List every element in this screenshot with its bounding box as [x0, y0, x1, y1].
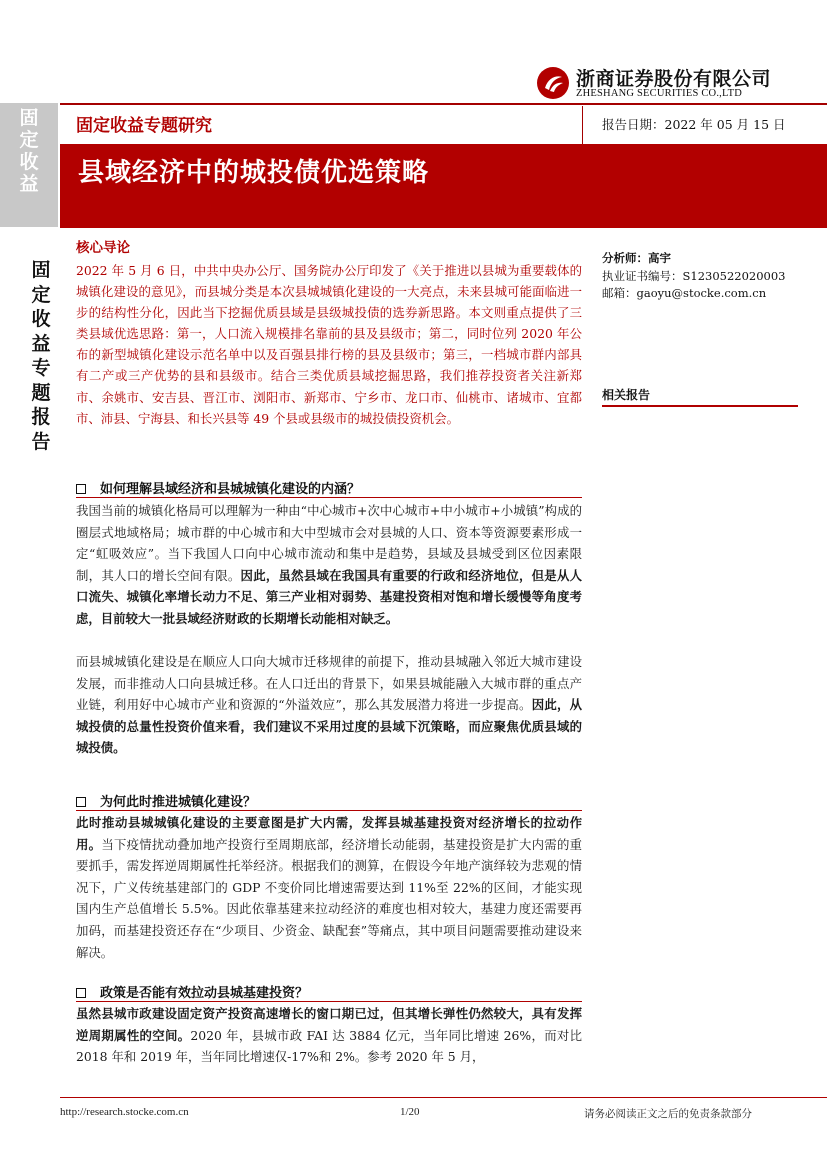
vertical-char: 定 — [31, 283, 51, 306]
section-1-p1-text: 我国当前的城镇化格局可以理解为一种由“中心城市+次中心城市+中小城市+小城镇”构成的圈层式地域格局；城市群的中心城市和大中型城市会对县城的人口、资本等资源要素形成一定“虹吸效应”。当下我国人口向中心城市流动和集中是趋势，县域及县城受到区位因素限制，其人口的增长空间有限。 — [76, 503, 582, 583]
section-1-p2-text: 而县城城镇化建设是在顺应人口向大城市迁移规律的前提下，推动县城融入邻近大城市建设发展，而非推动人口向县城迁移。在人口迁出的背景下，如果县城能融入大城市群的重点产业链，利用好中心城市产业和资源的“外溢效应”，那么其发展潜力将进一步提高。 — [76, 654, 582, 713]
related-reports-rule — [602, 405, 798, 407]
vertical-char: 告 — [31, 430, 51, 453]
section-3-paragraph — [76, 1003, 582, 1068]
vertical-report-label — [26, 258, 56, 454]
section-2-text: 当下疫情扰动叠加地产投资行至周期底部，经济增长动能弱，基建投资是扩大内需的重要抓手，需发挥逆周期属性托举经济。根据我们的测算，在假设今年地产演绎较为悲观的情况下，广义传统基建部门的 GDP 不变价同比增速需要达到 11%至 22%的区间，才能实现国内生产总值增长 5.5%。因此依靠基建来拉动经济的难度也相对较大，基建力度还需要再加码，而基建投资还存在“少项目、少资金、缺配套”等痛点，其中项目问题需要推动建设来解决。 — [76, 836, 583, 960]
related-reports-heading: 相关报告 — [602, 388, 651, 402]
company-name-cn: 浙商证券股份有限公司 — [576, 68, 772, 90]
summary-heading: 核心导论 — [76, 240, 130, 256]
vertical-char: 定 — [19, 129, 39, 151]
side-badge — [0, 103, 58, 227]
vertical-char: 专 — [31, 357, 51, 379]
company-name-en: ZHESHANG SECURITIES CO.,LTD — [576, 88, 743, 99]
vertical-char: 益 — [31, 332, 51, 355]
analyst-email[interactable]: 邮箱：gaoyu@stocke.com.cn — [602, 286, 767, 300]
header-separator — [582, 106, 583, 144]
section-2-bold: 此时推动县城城镇化建设的主要意图是扩大内需，发挥县城基建投资对经济增长的拉动作用。 — [76, 815, 582, 852]
zheshang-logo-icon — [536, 66, 570, 100]
section-3-title: 政策是否能有效拉动县城基建投资？ — [100, 986, 309, 1001]
vertical-char: 收 — [31, 308, 51, 330]
section-3-bold: 虽然县城市政建设固定资产投资高速增长的窗口期已过，但其增长弹性仍然较大，具有发挥逆周期属性的空间。 — [76, 1006, 582, 1043]
footer-url-link[interactable]: http://research.stocke.com.cn — [60, 1106, 189, 1118]
section-1-p1-bold: 因此，虽然县域在我国具有重要的行政和经济地位，但是从人口流失、城镇化率增长动力不足、第三产业相对弱势、基建投资相对饱和增长缓慢等角度考虑，目前较大一批县域经济财政的长期增长动能相对缺乏。 — [76, 567, 583, 626]
summary-section — [76, 236, 582, 429]
page-number: 1/20 — [400, 1106, 420, 1118]
disclaimer-note: 请务必阅读正文之后的免责条款部分 — [584, 1108, 752, 1120]
vertical-char: 益 — [19, 173, 39, 195]
report-date: 报告日期：2022 年 05 月 15 日 — [602, 117, 786, 132]
section-1-heading — [76, 478, 360, 497]
vertical-char: 固 — [31, 259, 51, 281]
vertical-char: 收 — [19, 151, 39, 173]
vertical-char: 固 — [19, 107, 39, 129]
analyst-name: 分析师：高宇 — [602, 251, 671, 265]
footer-rule — [60, 1097, 827, 1098]
section-3-heading — [76, 982, 308, 1001]
section-1-title: 如何理解县域经济和县城城镇化建设的内涵？ — [100, 482, 361, 497]
section-1-p2-bold: 因此，从城投债的总量性投资价值来看，我们建议不采用过度的县域下沉策略，而应聚焦优质县域的城投债。 — [76, 697, 583, 756]
checkbox-bullet-icon — [76, 797, 86, 807]
section-2-heading — [76, 791, 256, 810]
side-badge-text — [0, 107, 58, 195]
section-2-paragraph — [76, 812, 582, 963]
report-type: 固定收益专题研究 — [76, 116, 212, 136]
company-logo — [536, 64, 776, 104]
section-3-text: 2020 年，县城市政 FAI 达 3884 亿元，当年同比增速 26%，而对比 2018 年和 2019 年，当年同比增速仅-17%和 2%。参考 2020 年 5 月， — [76, 1027, 583, 1065]
section-1-rule — [76, 497, 582, 498]
section-2-rule — [76, 810, 582, 811]
checkbox-bullet-icon — [76, 484, 86, 494]
page-title: 县域经济中的城投债优选策略 — [78, 158, 430, 188]
vertical-char: 报 — [31, 406, 51, 428]
checkbox-bullet-icon — [76, 988, 86, 998]
analyst-info — [602, 250, 802, 303]
analyst-cert: 执业证书编号：S1230522020003 — [602, 268, 786, 283]
summary-text: 2022 年 5 月 6 日，中共中央办公厅、国务院办公厅印发了《关于推进以县城为重要载体的城镇化建设的意见》，而县城分类是本次县城城镇化建设的一大亮点，未来县城可能面临进一步的结构性分化，因此当下挖掘优质县域是县级城投债的选券新思路。本文则重点提供了三类县域优选思路：第一，人口流入规模排名靠前的县及县级市；第二，同时位列 2020 年公布的新型城镇化建设示范名单中以及百强县排行榜的县及县级市；第三，一档城市群内部具有二产或三产优势的县和县级市。结合三类优质县域挖掘思路，我们推荐投资者关注新郑市、余姚市、安吉县、晋江市、浏阳市、新郑市、宁乡市、龙口市、仙桃市、诸城市、宜都市、沛县、宁海县、和长兴县等 49 个县或县级市的城投债投资机会。 — [76, 263, 582, 426]
section-2-title: 为何此时推进城镇化建设？ — [100, 795, 257, 810]
section-3-rule — [76, 1001, 582, 1002]
vertical-char: 题 — [31, 381, 51, 404]
section-1-paragraph-1 — [76, 500, 582, 630]
section-1-paragraph-2 — [76, 651, 582, 759]
header-top-rule — [60, 103, 827, 105]
